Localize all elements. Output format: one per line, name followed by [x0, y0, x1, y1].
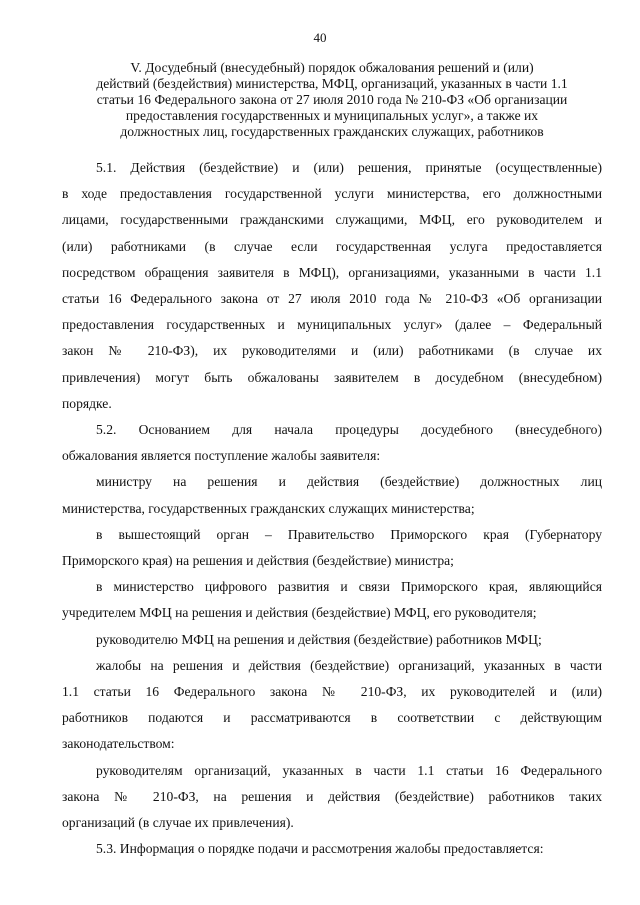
paragraph-digital-ministry — [62, 574, 602, 626]
paragraph-5-3 — [62, 836, 602, 862]
text-line: 5.3. Информация о порядке подачи и рассмотрения жалобы предоставляется: — [96, 841, 544, 857]
text-line: в министерство цифрового развития и связи Приморского края, являющийся — [96, 579, 602, 595]
section-title-line: должностных лиц, государственных гражданских служащих, работников — [120, 124, 544, 139]
text-line: законодательством: — [62, 736, 175, 752]
paragraph-5-1 — [62, 155, 602, 417]
text-line: в ходе предоставления государственной услуги министерства, его должностными — [62, 186, 602, 202]
text-line: 1.1 статьи 16 Федерального закона № 210-ФЗ, их руководителей и (или) — [62, 684, 602, 700]
text-line: закон № 210-ФЗ), их руководителями и (или) работниками (в случае их — [62, 343, 602, 359]
text-line: министру на решения и действия (бездействие) должностных лиц — [96, 474, 602, 490]
text-line: 5.1. Действия (бездействие) и (или) решения, принятые (осуществленные) — [96, 160, 602, 175]
text-line: руководителю МФЦ на решения и действия (бездействие) работников МФЦ; — [96, 631, 542, 647]
text-line: предоставления государственных и муниципальных услуг» (далее – Федеральный — [62, 317, 602, 333]
section-title-line: V. Досудебный (внесудебный) порядок обжалования решений и (или) — [130, 60, 534, 75]
section-title-line: статьи 16 Федерального закона от 27 июля 2010 года № 210-ФЗ «Об организации — [96, 92, 568, 107]
text-line: привлечения) могут быть обжалованы заявителем в досудебном (внесудебном) — [62, 369, 602, 385]
text-line: учредителем МФЦ на решения и действия (бездействие) МФЦ, его руководителя; — [62, 605, 537, 621]
text-line: порядке. — [62, 395, 112, 411]
text-line: организаций (в случае их привлечения). — [62, 815, 294, 831]
section-title-line: предоставления государственных и муниципальных услуг», а также их — [125, 108, 539, 123]
text-line: министерства, государственных гражданских служащих министерства; — [62, 500, 475, 516]
text-line: 5.2. Основанием для начала процедуры досудебного (внесудебного) — [96, 422, 602, 438]
page-number: 40 — [313, 30, 327, 45]
paragraph-org-heads — [62, 758, 602, 837]
text-line: закона № 210-ФЗ, на решения и действия (бездействие) работников таких — [62, 788, 602, 804]
body-text — [62, 155, 602, 862]
section-title-line: действий (бездействия) министерства, МФЦ, организаций, указанных в части 1.1 — [96, 76, 568, 91]
paragraph-superior-body — [62, 522, 602, 574]
text-line: посредством обращения заявителя в МФЦ), организациями, указанными в части 1.1 — [62, 264, 602, 280]
text-line: Приморского края) на решения и действия (бездействие) министра; — [62, 553, 454, 569]
text-line: обжалования является поступление жалобы заявителя: — [62, 448, 381, 464]
paragraph-organizations — [62, 653, 602, 758]
text-line: (или) работниками (в случае если государственная услуга предоставляется — [62, 238, 602, 254]
text-line: в вышестоящий орган – Правительство Приморского края (Губернатору — [96, 526, 602, 542]
section-title — [62, 60, 602, 140]
text-line: руководителям организаций, указанных в части 1.1 статьи 16 Федерального — [96, 762, 602, 778]
text-line: работников подаются и рассматриваются в соответствии с действующим — [62, 710, 602, 726]
text-line: жалобы на решения и действия (бездействие) организаций, указанных в части — [96, 657, 602, 673]
paragraph-mfc-head — [62, 627, 602, 653]
text-line: статьи 16 Федерального закона от 27 июля 2010 года № 210-ФЗ «Об организации — [62, 291, 602, 307]
paragraph-minister — [62, 469, 602, 521]
paragraph-5-2 — [62, 417, 602, 469]
text-line: лицами, государственными гражданскими служащими, МФЦ, его руководителем и — [62, 212, 602, 228]
